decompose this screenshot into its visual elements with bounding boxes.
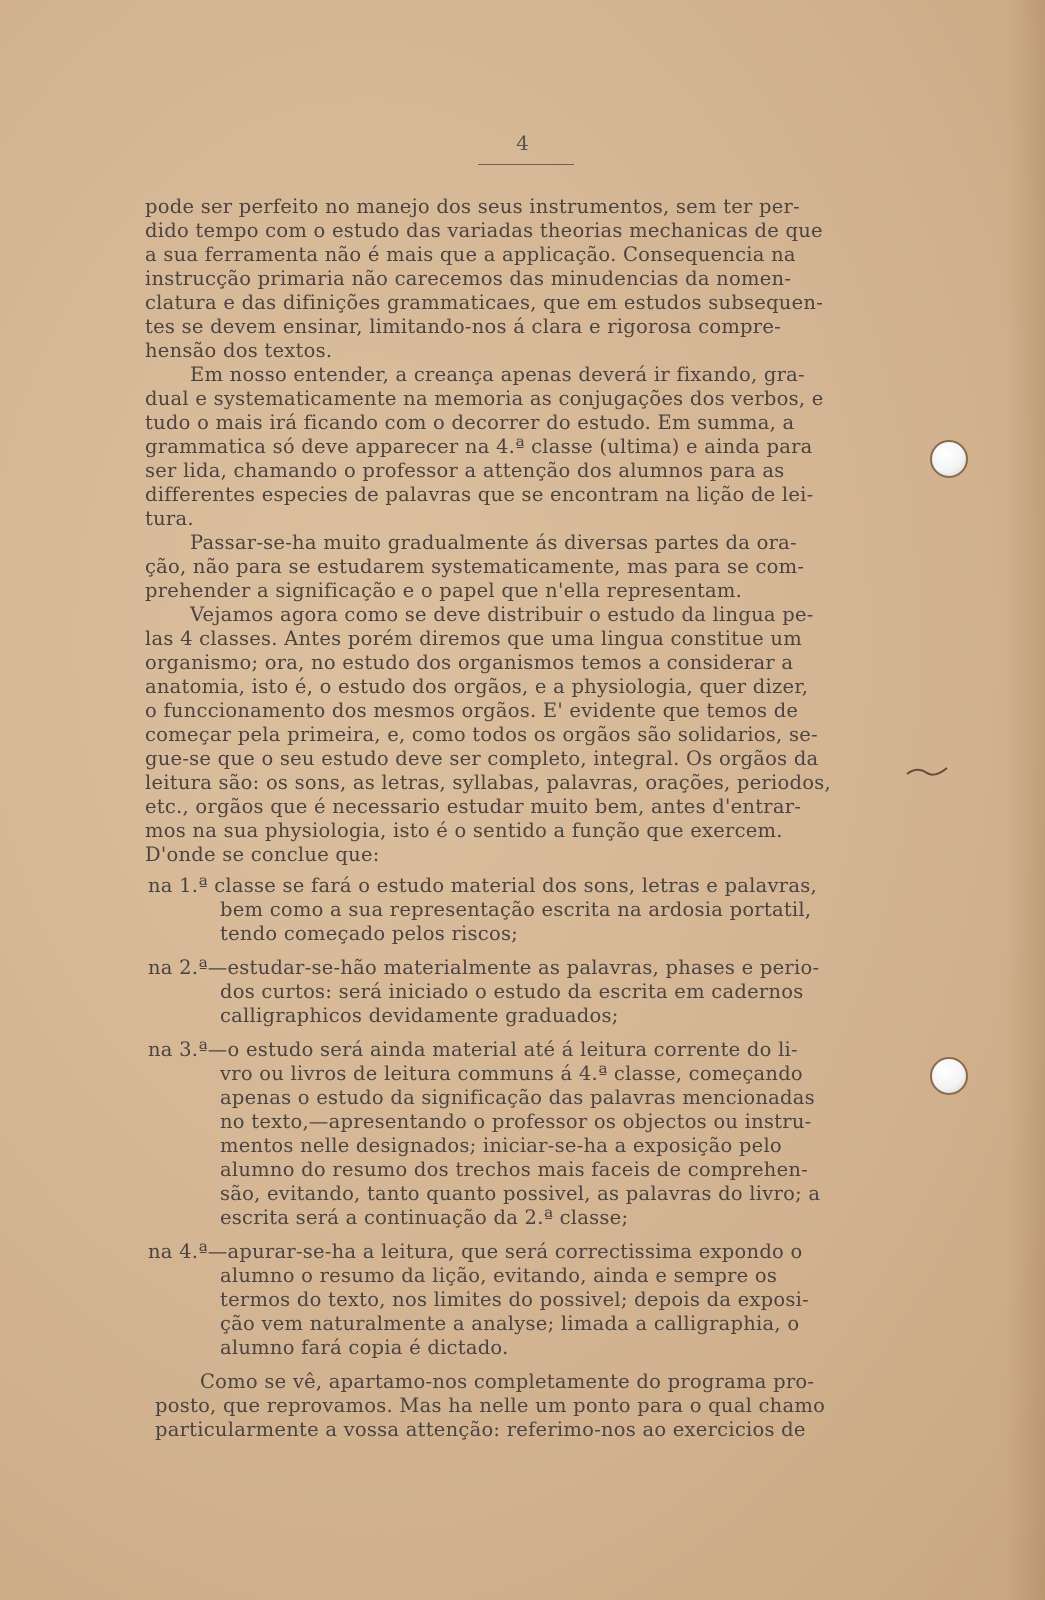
text-line: etc., orgãos que é necessario estudar muito bem, antes d'entrar- <box>145 795 802 818</box>
text-line: Em nosso entender, a creança apenas deverá ir fixando, gra- <box>190 363 805 386</box>
binding-hole <box>930 1057 968 1095</box>
text-line: calligraphicos devidamente graduados; <box>220 1004 619 1027</box>
text-line: no texto,—apresentando o professor os objectos ou instru- <box>220 1110 812 1133</box>
text-line: tes se devem ensinar, limitando-nos á clara e rigorosa compre- <box>145 315 781 338</box>
text-line: las 4 classes. Antes porém diremos que uma lingua constitue um <box>145 627 802 650</box>
text-line: posto, que reprovamos. Mas ha nelle um ponto para o qual chamo <box>155 1394 826 1417</box>
text-line: differentes especies de palavras que se encontram na lição de lei- <box>145 483 814 506</box>
text-line: ser lida, chamando o professor a attenção dos alumnos para as <box>145 459 785 482</box>
text-line: gue-se que o seu estudo deve ser completo, integral. Os orgãos da <box>145 747 819 770</box>
text-line: o funccionamento dos mesmos orgãos. E' evidente que temos de <box>145 699 799 722</box>
text-line: na 4.ª—apurar-se-ha a leitura, que será correctissima expondo o <box>148 1240 803 1263</box>
text-line: ção, não para se estudarem systematicamente, mas para se com- <box>145 555 805 578</box>
text-line: na 3.ª—o estudo será ainda material até á leitura corrente do li- <box>148 1038 798 1061</box>
text-line: grammatica só deve apparecer na 4.ª classe (ultima) e ainda para <box>145 435 813 458</box>
text-line: Vejamos agora como se deve distribuir o estudo da lingua pe- <box>190 603 814 626</box>
text-line: tudo o mais irá ficando com o decorrer do estudo. Em summa, a <box>145 411 795 434</box>
text-line: Passar-se-ha muito gradualmente ás diversas partes da ora- <box>190 531 797 554</box>
text-line: na 1.ª classe se fará o estudo material dos sons, letras e palavras, <box>148 874 817 897</box>
text-line: prehender a significação e o papel que n'ella representam. <box>145 579 743 602</box>
text-line: instrucção primaria não carecemos das minudencias da nomen- <box>145 267 792 290</box>
text-line: mentos nelle designados; iniciar-se-ha a exposição pelo <box>220 1134 782 1157</box>
text-line: na 2.ª—estudar-se-hão materialmente as palavras, phases e perio- <box>148 956 820 979</box>
text-line: começar pela primeira, e, como todos os orgãos são solidarios, se- <box>145 723 818 746</box>
text-line: mos na sua physiologia, isto é o sentido a função que exercem. <box>145 819 783 842</box>
text-line: dido tempo com o estudo das variadas theorias mechanicas de que <box>145 219 823 242</box>
text-line: clatura e das difinições grammaticaes, que em estudos subsequen- <box>145 291 824 314</box>
text-line: bem como a sua representação escrita na ardosia portatil, <box>220 898 812 921</box>
text-line: termos do texto, nos limites do possivel; depois da exposi- <box>220 1288 809 1311</box>
text-line: organismo; ora, no estudo dos organismos temos a considerar a <box>145 651 794 674</box>
binding-hole <box>930 440 968 478</box>
page-edge-shadow <box>1005 0 1045 1600</box>
text-line: dos curtos: será iniciado o estudo da escrita em cadernos <box>220 980 804 1003</box>
header-rule <box>478 164 574 165</box>
text-line: pode ser perfeito no manejo dos seus instrumentos, sem ter per- <box>145 195 800 218</box>
text-line: tura. <box>145 507 194 530</box>
text-line: dual e systematicamente na memoria as conjugações dos verbos, e <box>145 387 824 410</box>
text-line: leitura são: os sons, as letras, syllabas, palavras, orações, periodos, <box>145 771 831 794</box>
text-line: são, evitando, tanto quanto possivel, as palavras do livro; a <box>220 1182 821 1205</box>
text-line: tendo começado pelos riscos; <box>220 922 519 945</box>
margin-mark-icon <box>905 764 949 780</box>
text-line: ção vem naturalmente a analyse; limada a calligraphia, o <box>220 1312 800 1335</box>
text-line: particularmente a vossa attenção: referimo-nos ao exercicios de <box>155 1418 806 1441</box>
text-line: Como se vê, apartamo-nos completamente do programa pro- <box>200 1370 815 1393</box>
text-line: vro ou livros de leitura communs á 4.ª classe, começando <box>220 1062 803 1085</box>
text-line: anatomia, isto é, o estudo dos orgãos, e a physiologia, quer dizer, <box>145 675 809 698</box>
page-number: 4 <box>516 131 529 155</box>
text-line: hensão dos textos. <box>145 339 333 362</box>
text-line: a sua ferramenta não é mais que a applicação. Consequencia na <box>145 243 796 266</box>
text-line: apenas o estudo da significação das palavras mencionadas <box>220 1086 815 1109</box>
text-line: alumno do resumo dos trechos mais faceis de comprehen- <box>220 1158 809 1181</box>
text-line: D'onde se conclue que: <box>145 843 380 866</box>
text-line: alumno fará copia é dictado. <box>220 1336 509 1359</box>
text-line: escrita será a continuação da 2.ª classe; <box>220 1206 629 1229</box>
text-line: alumno o resumo da lição, evitando, ainda e sempre os <box>220 1264 778 1287</box>
